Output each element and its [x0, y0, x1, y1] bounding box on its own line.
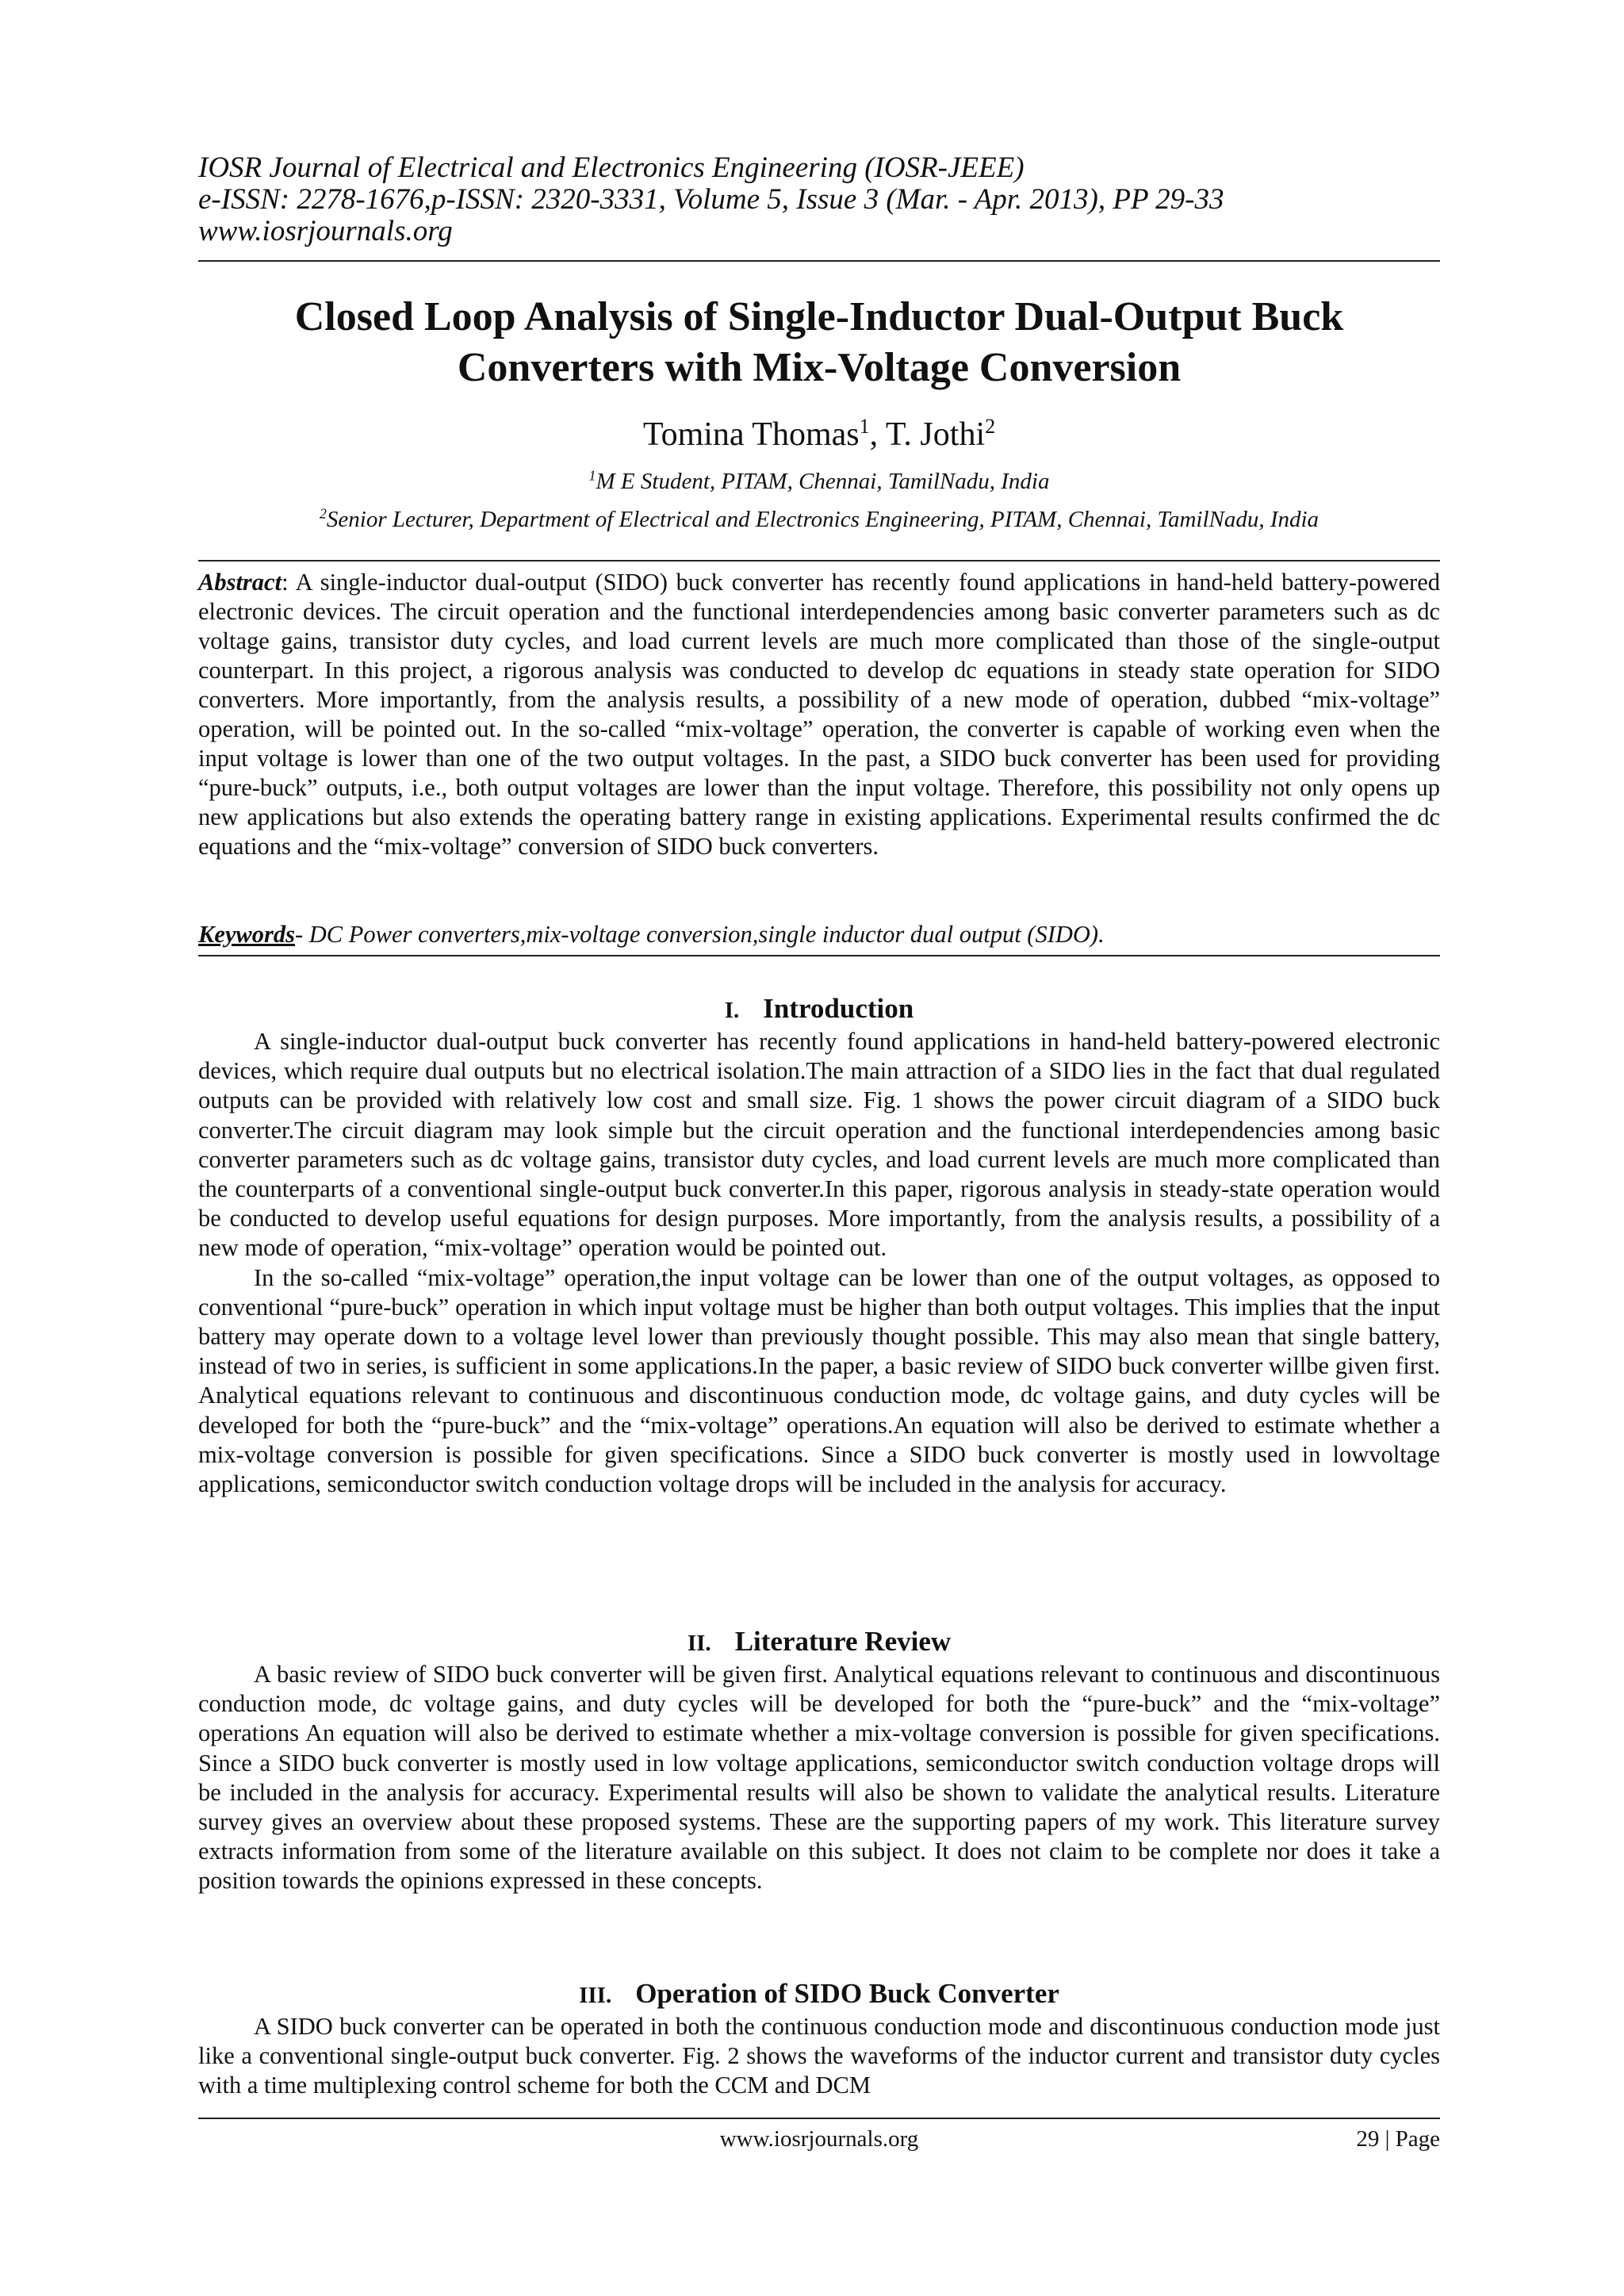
- journal-issn: e-ISSN: 2278-1676,p-ISSN: 2320-3331, Volume 5, Issue 3 (Mar. - Apr. 2013), PP 29-33: [198, 183, 1224, 216]
- page-number: 29 | Page: [1356, 2126, 1440, 2152]
- keywords-text: - DC Power converters,mix-voltage conversion,single inductor dual output (SIDO).: [295, 921, 1105, 948]
- journal-name: IOSR Journal of Electrical and Electronics Engineering (IOSR-JEEE): [198, 151, 1025, 184]
- footer-rule: [198, 2118, 1440, 2119]
- footer-url[interactable]: www.iosrjournals.org: [719, 2126, 919, 2152]
- affiliation-2: [198, 506, 1440, 533]
- affiliation-1-sup: 1: [588, 467, 596, 484]
- section-body-literature-review: [198, 1660, 1440, 1896]
- abstract-label: Abstract: [198, 569, 282, 596]
- affiliation-2-sup: 2: [319, 505, 327, 522]
- section-heading-introduction: [198, 993, 1440, 1026]
- section-number: I.: [724, 998, 740, 1023]
- abstract-bottom-rule: [198, 955, 1440, 956]
- section-title: Introduction: [763, 993, 914, 1024]
- abstract-text: : A single-inductor dual-output (SIDO) buck converter has recently found applications in hand-held battery-powered electronic devices. The circuit operation and the functional interdependencies among basic converter parameters such as dc voltage gains, transistor duty cycles, and load current levels are much more complicated than those of the single-output counterpart. In this project, a rigorous analysis was conducted to develop dc equations in steady state operation for SIDO converters. More importantly, from the analysis results, a possibility of a new mode of operation, dubbed “mix-voltage” operation, will be pointed out. In the so-called “mix-voltage” operation, the converter is capable of working even when the input voltage is lower than one of the two output voltages. In the past, a SIDO buck converter has been used for providing “pure-buck” outputs, i.e., both output voltages are lower than the input voltage. Therefore, this possibility not only opens up new applications but also extends the operating battery range in existing applications. Experimental results confirmed the dc equations and the “mix-voltage” conversion of SIDO buck converters.: [198, 569, 1440, 860]
- section-body-introduction: [198, 1027, 1440, 1499]
- paper-title: [198, 292, 1440, 393]
- abstract: [198, 568, 1440, 861]
- author-separator: ,: [869, 416, 886, 453]
- section-title: Literature Review: [734, 1626, 952, 1657]
- affiliation-1-text: M E Student, PITAM, Chennai, TamilNadu, India: [596, 469, 1050, 494]
- paragraph: A single-inductor dual-output buck converter has recently found applications in hand-held battery-powered electronic devices, which require dual outputs but no electrical isolation.The main attraction of a SIDO lies in the fact that dual regulated outputs can be provided with relatively low cost and small size. Fig. 1 shows the power circuit diagram of a SIDO buck converter.The circuit diagram may look simple but the circuit operation and the functional interdependencies among basic converter parameters such as dc voltage gains, transistor duty cycles, and load current levels are much more complicated than the counterparts of a conventional single-output buck converter.In this paper, rigorous analysis in steady-state operation would be conducted to develop useful equations for design purposes. More importantly, from the analysis results, a possibility of a new mode of operation, “mix-voltage” operation would be pointed out.: [198, 1028, 1440, 1262]
- section-body-operation: [198, 2012, 1440, 2101]
- section-heading-operation: [198, 1978, 1440, 2011]
- author-2-sup: 2: [985, 415, 996, 438]
- paragraph: A SIDO buck converter can be operated in both the continuous conduction mode and discontinuous conduction mode just like a conventional single-output buck converter. Fig. 2 shows the waveforms of the inductor current and transistor duty cycles with a time multiplexing control scheme for both the CCM and DCM: [198, 2013, 1440, 2099]
- section-title: Operation of SIDO Buck Converter: [635, 1978, 1059, 2009]
- abstract-top-rule: [198, 560, 1440, 562]
- section-number: III.: [579, 1983, 612, 2008]
- keywords-label: Keywords: [198, 921, 295, 948]
- header-divider: [198, 260, 1440, 262]
- section-number: II.: [687, 1631, 711, 1656]
- author-1: Tomina Thomas: [642, 416, 860, 453]
- title-line-2: Converters with Mix-Voltage Conversion: [457, 345, 1182, 390]
- author-list: [198, 416, 1440, 453]
- author-2: T. Jothi: [885, 416, 986, 453]
- paragraph: A basic review of SIDO buck converter will be given first. Analytical equations relevant to continuous and discontinuous conduction mode, dc voltage gains, and duty cycles will be developed for both the “pure-buck” and the “mix-voltage” operations An equation will also be derived to estimate whether a mix-voltage conversion is possible for given specifications. Since a SIDO buck converter is mostly used in low voltage applications, semiconductor switch conduction voltage drops will be included in the analysis for accuracy. Experimental results will also be shown to validate the analytical results. Literature survey gives an overview about these proposed systems. These are the supporting papers of my work. This literature survey extracts information from some of the literature available on this subject. It does not claim to be complete nor does it take a position towards the opinions expressed in these concepts.: [198, 1661, 1440, 1895]
- journal-url[interactable]: www.iosrjournals.org: [198, 215, 453, 247]
- author-1-sup: 1: [859, 415, 870, 438]
- keywords: [198, 920, 1440, 949]
- paragraph: In the so-called “mix-voltage” operation,the input voltage can be lower than one of the output voltages, as opposed to conventional “pure-buck” operation in which input voltage must be higher than both output voltages. This implies that the input battery may operate down to a voltage level lower than previously thought possible. This may also mean that single battery, instead of two in series, is sufficient in some applications.In the paper, a basic review of SIDO buck converter willbe given first. Analytical equations relevant to continuous and discontinuous conduction mode, dc voltage gains, and duty cycles will be developed for both the “pure-buck” and the “mix-voltage” operations.An equation will also be derived to estimate whether a mix-voltage conversion is possible for given specifications. Since a SIDO buck converter is mostly used in lowvoltage applications, semiconductor switch conduction voltage drops will be included in the analysis for accuracy.: [198, 1263, 1440, 1498]
- section-heading-literature-review: [198, 1626, 1440, 1659]
- journal-header: [198, 152, 1440, 247]
- affiliation-2-text: Senior Lecturer, Department of Electrical and Electronics Engineering, PITAM, Chennai, TamilNadu, India: [326, 507, 1320, 532]
- title-line-1: Closed Loop Analysis of Single-Inductor Dual-Output Buck: [294, 294, 1344, 339]
- affiliation-1: [198, 468, 1440, 495]
